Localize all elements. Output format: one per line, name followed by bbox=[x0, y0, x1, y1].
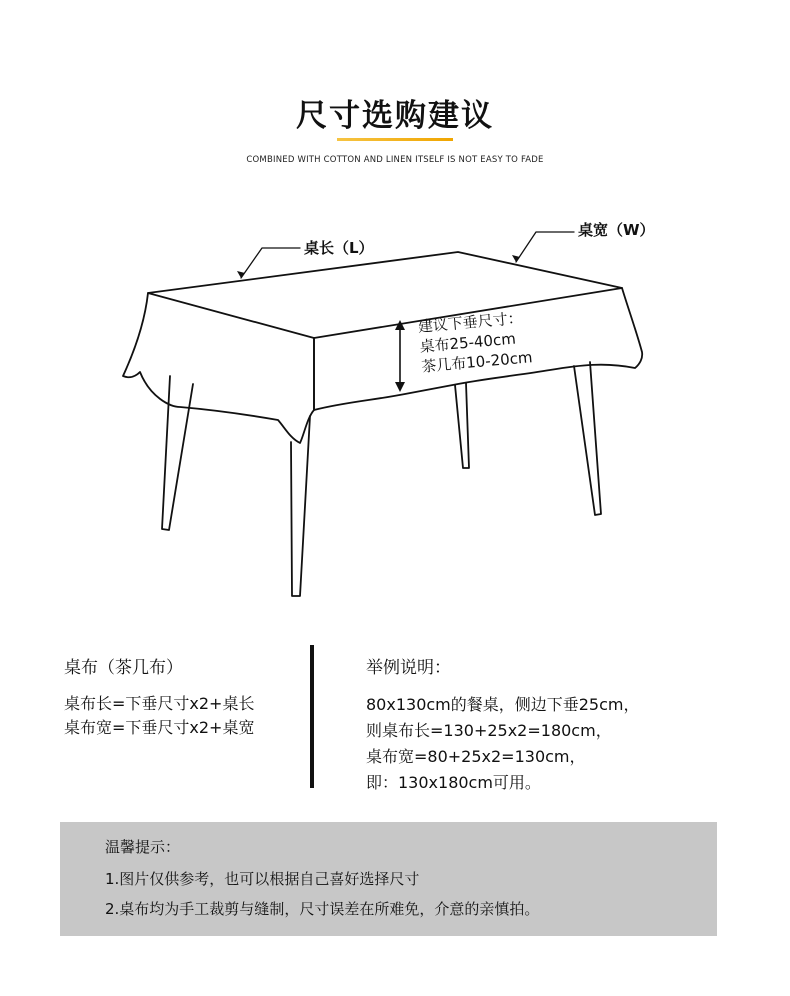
title-underline bbox=[337, 138, 453, 141]
width-callout-line bbox=[516, 232, 574, 262]
drop-title: 建议下垂尺寸： bbox=[417, 308, 524, 336]
example-title: 举例说明： bbox=[366, 658, 451, 678]
table-diagram bbox=[0, 200, 790, 610]
page-title: 尺寸选购建议 bbox=[296, 98, 494, 134]
notice-box bbox=[60, 822, 717, 936]
drop-arrow-down bbox=[395, 382, 405, 392]
notice-line: 1.图片仅供参考，也可以根据自己喜好选择尺寸 bbox=[105, 870, 420, 888]
example-line: 80x130cm的餐桌，侧边下垂25cm， bbox=[366, 695, 640, 714]
tabletop-outline bbox=[148, 252, 622, 338]
left-drape bbox=[123, 293, 314, 443]
notice-line: 2.桌布均为手工裁剪与缝制，尺寸误差在所难免，介意的亲慎拍。 bbox=[105, 900, 540, 918]
formula-title: 桌布（茶几布） bbox=[64, 658, 183, 678]
example-line: 则桌布长=130+25x2=180cm， bbox=[366, 721, 612, 740]
formula-line: 桌布长=下垂尺寸x2+桌长 bbox=[64, 694, 255, 713]
width-label: 桌宽（W） bbox=[578, 221, 655, 239]
page-subtitle: COMBINED WITH COTTON AND LINEN ITSELF IS NOT EASY TO FADE bbox=[246, 155, 544, 165]
formula-section bbox=[64, 653, 254, 740]
drop-tablecloth: 桌布25-40cm bbox=[418, 329, 517, 356]
example-line: 即：130x180cm可用。 bbox=[366, 773, 541, 792]
width-arrowhead bbox=[512, 255, 520, 262]
length-label: 桌长（L） bbox=[304, 239, 374, 257]
notice-title: 温馨提示： bbox=[105, 838, 181, 856]
drop-coffee-table: 茶几布10-20cm bbox=[420, 348, 534, 376]
table-leg-back-left bbox=[162, 376, 193, 530]
example-section bbox=[366, 653, 640, 796]
section-divider bbox=[310, 645, 314, 788]
table-leg-back-right bbox=[455, 383, 469, 468]
example-line: 桌布宽=80+25x2=130cm， bbox=[366, 747, 586, 766]
table-leg-front-right bbox=[574, 362, 601, 515]
formula-line: 桌布宽=下垂尺寸x2+桌宽 bbox=[64, 718, 255, 737]
